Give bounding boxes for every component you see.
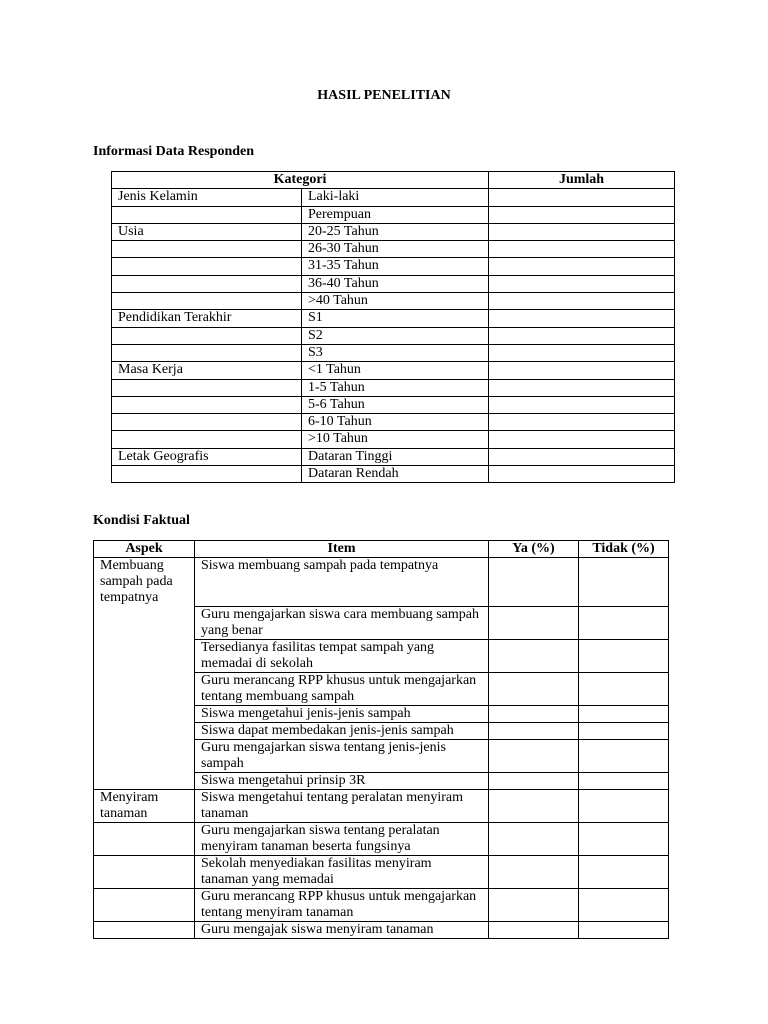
subcategory-cell: <1 Tahun <box>302 362 489 379</box>
aspect-cell <box>94 822 195 855</box>
table-row <box>112 310 675 327</box>
ya-cell <box>489 606 579 639</box>
header-aspek: Aspek <box>94 541 195 558</box>
tidak-cell <box>579 772 669 789</box>
table-row <box>94 739 669 772</box>
aspect-cell <box>94 606 195 639</box>
tidak-cell <box>579 822 669 855</box>
count-cell <box>489 310 675 327</box>
subcategory-cell: S3 <box>302 344 489 361</box>
table-row <box>94 639 669 672</box>
category-cell <box>112 258 302 275</box>
category-cell <box>112 396 302 413</box>
table-row <box>112 448 675 465</box>
aspect-cell <box>94 739 195 772</box>
item-cell: Guru mengajak siswa menyiram tanaman <box>195 921 489 938</box>
ya-cell <box>489 921 579 938</box>
table-row <box>112 223 675 240</box>
tidak-cell <box>579 558 669 607</box>
subcategory-cell: 31-35 Tahun <box>302 258 489 275</box>
count-cell <box>489 344 675 361</box>
item-cell: Siswa mengetahui prinsip 3R <box>195 772 489 789</box>
table-row <box>112 396 675 413</box>
count-cell <box>489 223 675 240</box>
table-row <box>94 722 669 739</box>
subcategory-cell: S2 <box>302 327 489 344</box>
table-row <box>112 431 675 448</box>
table-row <box>94 558 669 607</box>
item-cell: Guru mengajarkan siswa tentang jenis-jenis sampah <box>195 739 489 772</box>
table-row <box>94 822 669 855</box>
category-cell <box>112 379 302 396</box>
item-cell: Siswa mengetahui jenis-jenis sampah <box>195 705 489 722</box>
respondent-table-body <box>112 189 675 483</box>
aspect-cell <box>94 921 195 938</box>
header-tidak: Tidak (%) <box>579 541 669 558</box>
category-cell <box>112 414 302 431</box>
table-row <box>112 189 675 206</box>
aspect-cell <box>94 672 195 705</box>
table-header-row <box>112 172 675 189</box>
table-row <box>112 344 675 361</box>
subcategory-cell: 1-5 Tahun <box>302 379 489 396</box>
header-ya: Ya (%) <box>489 541 579 558</box>
tidak-cell <box>579 639 669 672</box>
table-row <box>112 206 675 223</box>
tidak-cell <box>579 739 669 772</box>
item-cell: Tersedianya fasilitas tempat sampah yang memadai di sekolah <box>195 639 489 672</box>
table-row <box>112 414 675 431</box>
count-cell <box>489 379 675 396</box>
subcategory-cell: >10 Tahun <box>302 431 489 448</box>
category-cell: Letak Geografis <box>112 448 302 465</box>
aspect-cell: Menyiram tanaman <box>94 789 195 822</box>
count-cell <box>489 431 675 448</box>
table-row <box>94 789 669 822</box>
aspect-cell <box>94 639 195 672</box>
table-row <box>112 275 675 292</box>
count-cell <box>489 362 675 379</box>
subcategory-cell: 36-40 Tahun <box>302 275 489 292</box>
count-cell <box>489 466 675 483</box>
category-cell: Usia <box>112 223 302 240</box>
header-kategori: Kategori <box>112 172 489 189</box>
subcategory-cell: 5-6 Tahun <box>302 396 489 413</box>
item-cell: Guru mengajarkan siswa cara membuang sampah yang benar <box>195 606 489 639</box>
section-heading-factual: Kondisi Faktual <box>93 513 190 528</box>
table-row <box>112 293 675 310</box>
item-cell: Siswa membuang sampah pada tempatnya <box>195 558 489 607</box>
subcategory-cell: Laki-laki <box>302 189 489 206</box>
ya-cell <box>489 822 579 855</box>
subcategory-cell: 26-30 Tahun <box>302 241 489 258</box>
category-cell <box>112 327 302 344</box>
ya-cell <box>489 789 579 822</box>
subcategory-cell: Dataran Tinggi <box>302 448 489 465</box>
ya-cell <box>489 672 579 705</box>
subcategory-cell: >40 Tahun <box>302 293 489 310</box>
table-row <box>112 362 675 379</box>
count-cell <box>489 189 675 206</box>
count-cell <box>489 396 675 413</box>
subcategory-cell: 20-25 Tahun <box>302 223 489 240</box>
item-cell: Sekolah menyediakan fasilitas menyiram tanaman yang memadai <box>195 855 489 888</box>
count-cell <box>489 258 675 275</box>
tidak-cell <box>579 789 669 822</box>
table-row <box>112 379 675 396</box>
category-cell: Masa Kerja <box>112 362 302 379</box>
aspect-cell <box>94 722 195 739</box>
item-cell: Siswa dapat membedakan jenis-jenis sampah <box>195 722 489 739</box>
section-heading-respondent: Informasi Data Responden <box>93 144 255 159</box>
ya-cell <box>489 888 579 921</box>
subcategory-cell: Perempuan <box>302 206 489 223</box>
factual-condition-table <box>93 540 669 939</box>
tidak-cell <box>579 921 669 938</box>
ya-cell <box>489 639 579 672</box>
ya-cell <box>489 739 579 772</box>
table-row <box>112 241 675 258</box>
item-cell: Guru merancang RPP khusus untuk mengajarkan tentang membuang sampah <box>195 672 489 705</box>
subcategory-cell: S1 <box>302 310 489 327</box>
aspect-cell <box>94 772 195 789</box>
count-cell <box>489 293 675 310</box>
category-cell <box>112 466 302 483</box>
table-header-row <box>94 541 669 558</box>
item-cell: Guru merancang RPP khusus untuk mengajarkan tentang menyiram tanaman <box>195 888 489 921</box>
tidak-cell <box>579 705 669 722</box>
respondent-info-table <box>111 171 675 483</box>
category-cell <box>112 206 302 223</box>
tidak-cell <box>579 606 669 639</box>
table-row <box>94 772 669 789</box>
table-row <box>112 466 675 483</box>
table-row <box>112 258 675 275</box>
aspect-cell <box>94 705 195 722</box>
ya-cell <box>489 705 579 722</box>
category-cell: Pendidikan Terakhir <box>112 310 302 327</box>
table-row <box>94 606 669 639</box>
table-row <box>94 888 669 921</box>
aspect-cell <box>94 855 195 888</box>
category-cell <box>112 275 302 292</box>
table-row <box>94 672 669 705</box>
category-cell <box>112 241 302 258</box>
count-cell <box>489 275 675 292</box>
count-cell <box>489 414 675 431</box>
item-cell: Guru mengajarkan siswa tentang peralatan menyiram tanaman beserta fungsinya <box>195 822 489 855</box>
count-cell <box>489 206 675 223</box>
table-row <box>94 921 669 938</box>
subcategory-cell: 6-10 Tahun <box>302 414 489 431</box>
tidak-cell <box>579 855 669 888</box>
page-title: HASIL PENELITIAN <box>317 88 451 103</box>
ya-cell <box>489 855 579 888</box>
category-cell <box>112 293 302 310</box>
table-row <box>112 327 675 344</box>
item-cell: Siswa mengetahui tentang peralatan menyiram tanaman <box>195 789 489 822</box>
tidak-cell <box>579 888 669 921</box>
table-row <box>94 705 669 722</box>
ya-cell <box>489 558 579 607</box>
category-cell <box>112 431 302 448</box>
factual-table-body <box>94 558 669 939</box>
aspect-cell <box>94 888 195 921</box>
ya-cell <box>489 772 579 789</box>
count-cell <box>489 448 675 465</box>
category-cell: Jenis Kelamin <box>112 189 302 206</box>
tidak-cell <box>579 672 669 705</box>
subcategory-cell: Dataran Rendah <box>302 466 489 483</box>
category-cell <box>112 344 302 361</box>
table-row <box>94 855 669 888</box>
count-cell <box>489 241 675 258</box>
tidak-cell <box>579 722 669 739</box>
header-item: Item <box>195 541 489 558</box>
aspect-cell: Membuang sampah pada tempatnya <box>94 558 195 607</box>
ya-cell <box>489 722 579 739</box>
header-jumlah: Jumlah <box>489 172 675 189</box>
count-cell <box>489 327 675 344</box>
